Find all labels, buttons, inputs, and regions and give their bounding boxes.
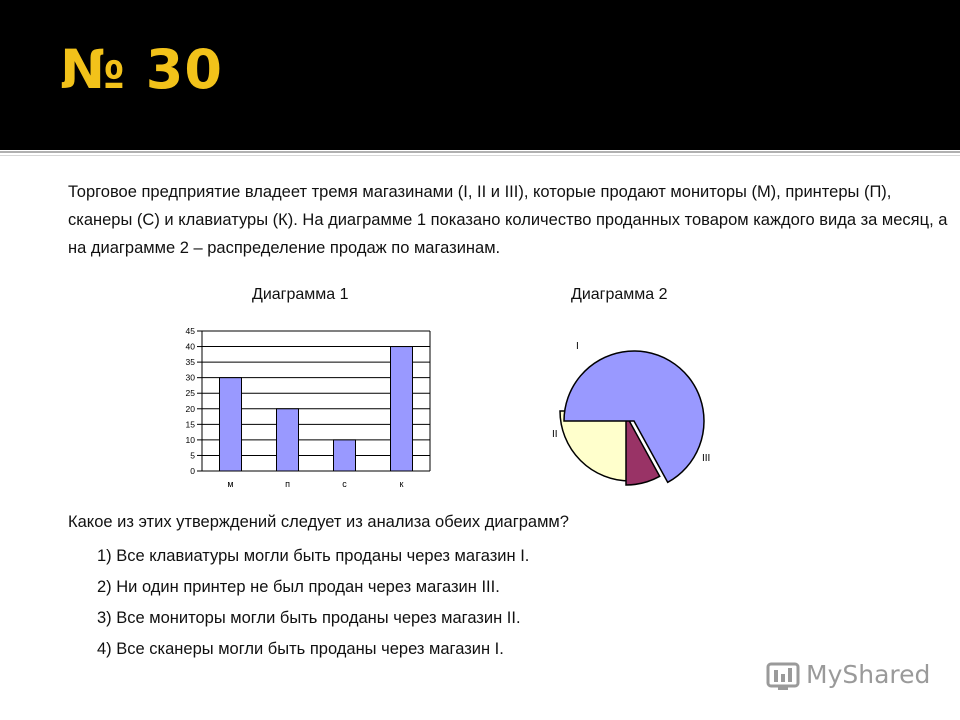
y-tick-label: 15 — [185, 419, 195, 430]
y-tick-label: 0 — [190, 466, 195, 476]
y-tick-label: 10 — [185, 434, 195, 445]
myshared-logo-text: MyShared — [806, 660, 931, 689]
answer-option-1: 1) Все клавиатуры могли быть проданы через магазин I. — [97, 547, 530, 565]
x-tick-label: с — [342, 479, 347, 489]
x-tick-label: к — [399, 479, 404, 489]
pie-chart — [540, 330, 740, 490]
y-tick-label: 40 — [185, 341, 195, 352]
pie-label-II: II — [552, 429, 558, 440]
slide-title: № 30 — [60, 38, 223, 101]
bar-с — [334, 440, 356, 471]
diagram2-label: Диаграмма 2 — [571, 286, 668, 303]
problem-text: Торговое предприятие владеет тремя магазинами (I, II и III), которые продают мониторы (М), принтеры (П), сканеры (С) и клавиатуры (К). На диаграмме 1 показано количество проданных товаром каждого вида за месяц, а на диаграмме 2 – распределение продаж по магазинам. — [68, 183, 948, 257]
y-tick-label: 5 — [190, 450, 195, 461]
y-tick-label: 35 — [185, 357, 195, 368]
diagram1-label: Диаграмма 1 — [252, 286, 349, 303]
slide-header — [0, 0, 960, 150]
question-text: Какое из этих утверждений следует из анализа обеих диаграмм? — [68, 513, 569, 531]
myshared-logo-icon — [766, 656, 802, 692]
header-divider-thin — [0, 155, 960, 156]
bar-к — [391, 347, 413, 471]
answer-option-4: 4) Все сканеры могли быть проданы через магазин I. — [97, 640, 504, 658]
bar-п — [277, 409, 299, 471]
x-tick-label: п — [285, 479, 290, 489]
answer-option-2: 2) Ни один принтер не был продан через магазин III. — [97, 578, 500, 596]
bar-м — [220, 378, 242, 471]
pie-label-III: III — [702, 453, 711, 464]
answer-option-3: 3) Все мониторы могли быть проданы через магазин II. — [97, 609, 521, 627]
y-tick-label: 25 — [185, 388, 195, 399]
header-divider — [0, 151, 960, 153]
y-tick-label: 45 — [185, 326, 195, 336]
pie-label-I: I — [576, 341, 579, 352]
bar-chart — [160, 322, 450, 492]
y-tick-label: 20 — [185, 403, 195, 414]
y-tick-label: 30 — [185, 372, 195, 383]
x-tick-label: м — [227, 479, 234, 489]
